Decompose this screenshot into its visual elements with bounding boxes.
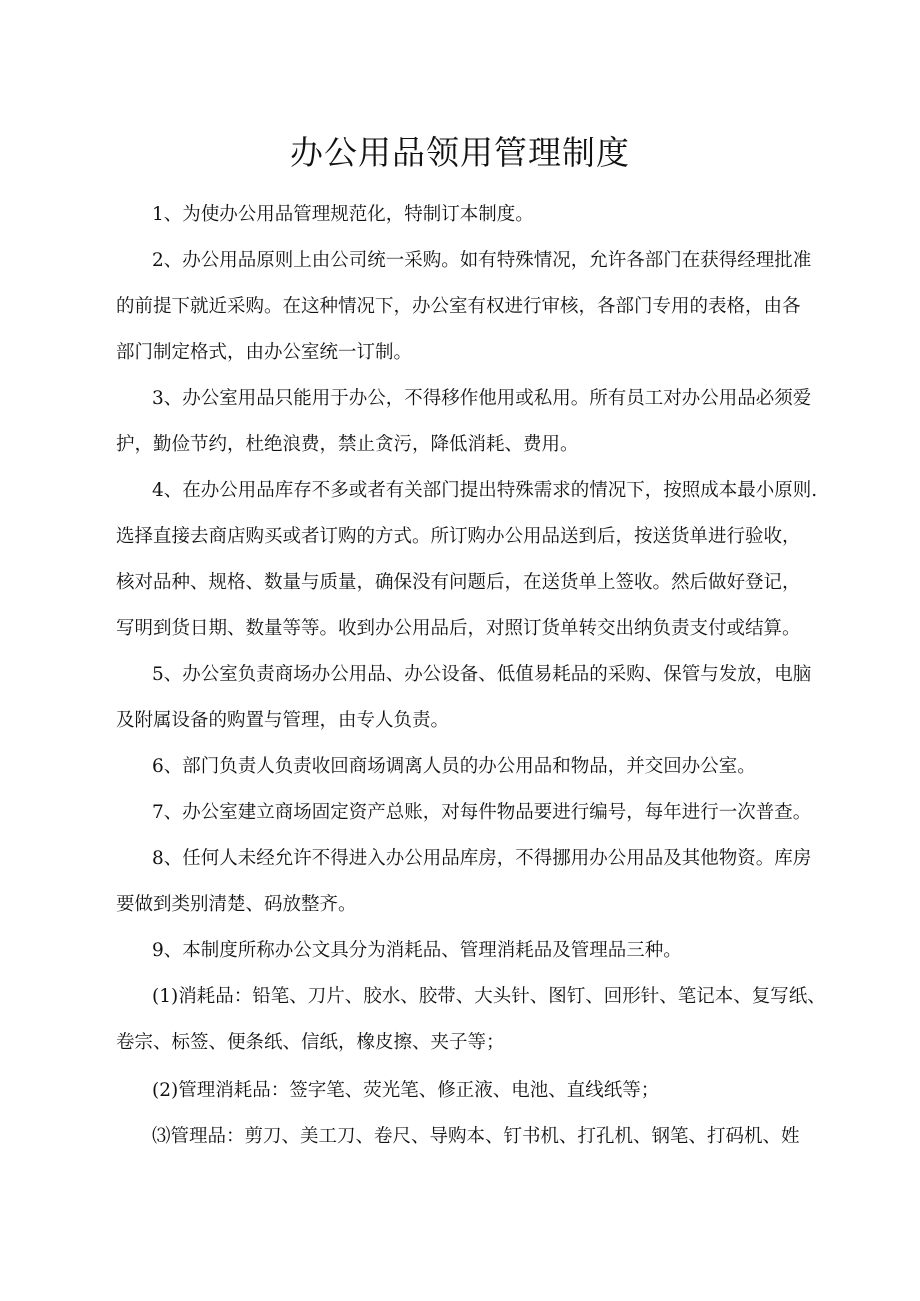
managed-items-line: ⑶管理品：剪刀、美工刀、卷尺、导购本、钉书机、打孔机、钢笔、打码机、姓 xyxy=(152,1126,800,1147)
paragraph-2-line-3: 部门制定格式，由办公室统一订制。 xyxy=(116,342,413,363)
paragraph-8-line-1: 8、任何人未经允许不得进入办公用品库房，不得挪用办公用品及其他物资。库房 xyxy=(152,848,812,869)
paragraph-4-line-4: 写明到货日期、数量等等。收到办公用品后，对照订货单转交出纳负责支付或结算。 xyxy=(116,618,801,639)
paragraph-8-line-2: 要做到类别清楚、码放整齐。 xyxy=(116,894,357,915)
paragraph-4-line-2: 选择直接去商店购买或者订购的方式。所订购办公用品送到后，按送货单进行验收， xyxy=(116,526,801,547)
paragraph-3-line-1: 3、办公室用品只能用于办公，不得移作他用或私用。所有员工对办公用品必须爱 xyxy=(152,388,812,409)
document-title: 办公用品领用管理制度 xyxy=(290,133,630,172)
paragraph-4-line-1: 4、在办公用品库存不多或者有关部门提出特殊需求的情况下，按照成本最小原则. xyxy=(152,480,818,501)
paragraph-2-line-2: 的前提下就近采购。在这种情况下，办公室有权进行审核，各部门专用的表格，由各 xyxy=(116,296,801,317)
paragraph-6-line-1: 6、部门负责人负责收回商场调离人员的办公用品和物品，并交回办公室。 xyxy=(152,756,756,777)
paragraph-9-line-1: 9、本制度所称办公文具分为消耗品、管理消耗品及管理品三种。 xyxy=(152,940,682,961)
paragraph-5-line-2: 及附属设备的购置与管理，由专人负责。 xyxy=(116,710,450,731)
paragraph-7-line-1: 7、办公室建立商场固定资产总账，对每件物品要进行编号，每年进行一次普查。 xyxy=(152,802,812,823)
consumables-line-1: (1)消耗品：铅笔、刀片、胶水、胶带、大头针、图钉、回形针、笔记本、复写纸、 xyxy=(152,986,826,1007)
paragraph-5-line-1: 5、办公室负责商场办公用品、办公设备、低值易耗品的采购、保管与发放，电脑 xyxy=(152,664,812,685)
paragraph-1-line-1: 1、为使办公用品管理规范化，特制订本制度。 xyxy=(152,204,534,225)
paragraph-4-line-3: 核对品种、规格、数量与质量，确保没有问题后，在送货单上签收。然后做好登记， xyxy=(116,572,801,593)
managed-consumables-line: (2)管理消耗品：签字笔、荧光笔、修正液、电池、直线纸等； xyxy=(152,1080,660,1101)
paragraph-3-line-2: 护，勤俭节约，杜绝浪费，禁止贪污，降低消耗、费用。 xyxy=(116,434,579,455)
paragraph-2-line-1: 2、办公用品原则上由公司统一采购。如有特殊情况，允许各部门在获得经理批准 xyxy=(152,250,812,271)
consumables-line-2: 卷宗、标签、便条纸、信纸，橡皮擦、夹子等； xyxy=(116,1032,505,1053)
